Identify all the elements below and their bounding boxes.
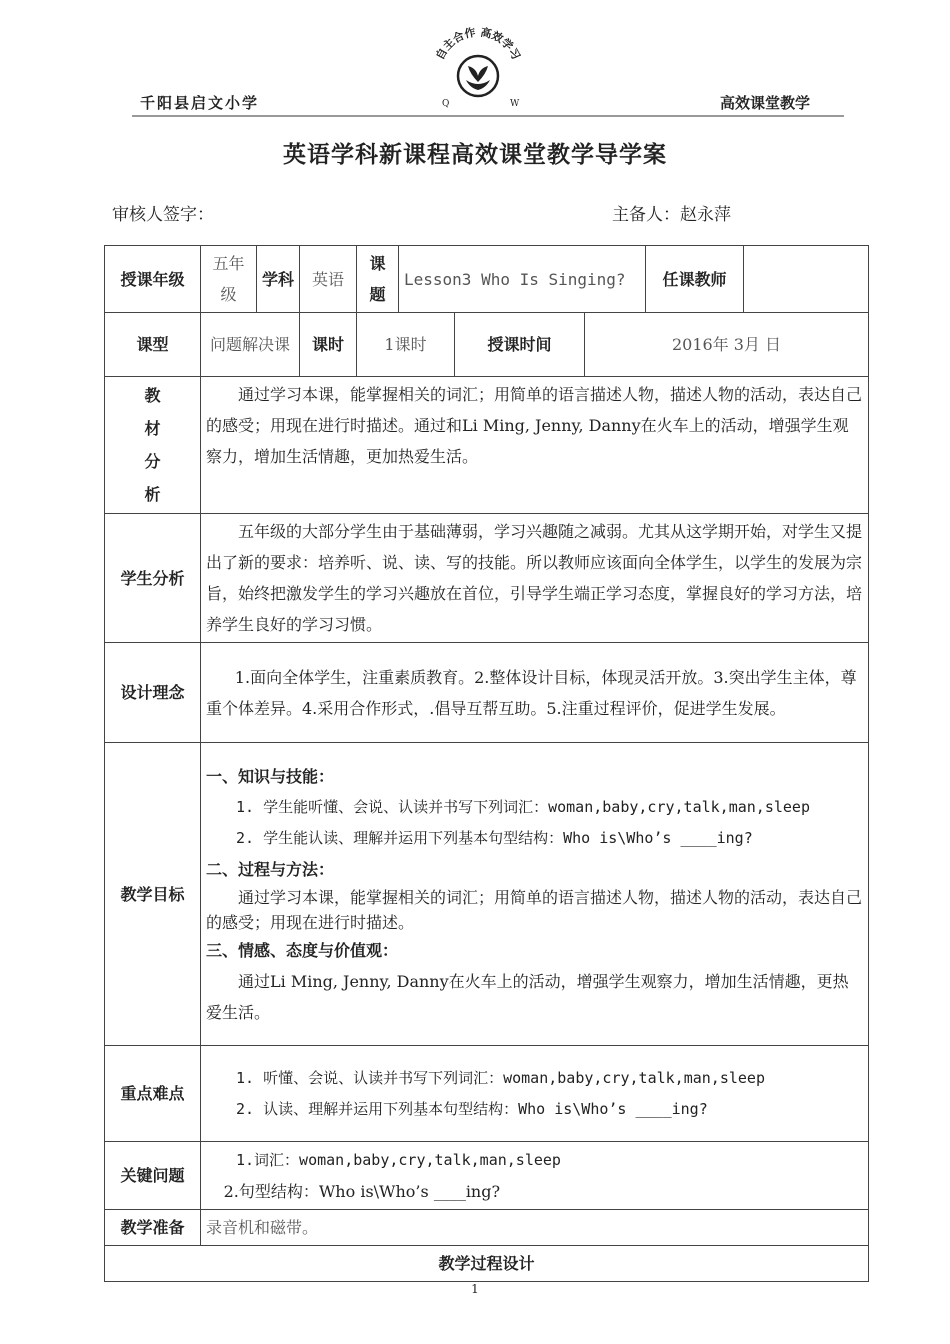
table-row xyxy=(105,643,869,743)
lesson-plan-table xyxy=(104,245,869,1282)
material-label: 教 材 分 析 xyxy=(105,377,201,514)
table-row xyxy=(105,1210,869,1246)
questions-label: 关键问题 xyxy=(105,1142,201,1210)
table-row xyxy=(105,1246,869,1282)
key-label: 重点难点 xyxy=(105,1046,201,1142)
logo-motto: 自主合作 高效学习 xyxy=(433,25,523,62)
teaching-prep: 录音机和磁带。 xyxy=(201,1210,869,1246)
time-value: 2016年 3月 日 xyxy=(585,313,869,377)
page-number: 1 xyxy=(471,1282,479,1296)
goals-item: 1. 学生能听懂、会说、认读并书写下列词汇：woman,baby,cry,talk,man,sleep xyxy=(236,797,810,816)
goals-label: 教学目标 xyxy=(105,743,201,1046)
key-questions: 1.词汇：woman,baby,cry,talk,man,sleep 2.句型结构：Who is\Who’s ____ing? xyxy=(201,1142,869,1210)
school-name: 千阳县启文小学 xyxy=(140,94,260,112)
topic-label: 课题 xyxy=(357,246,399,313)
teaching-goals xyxy=(201,743,869,1046)
goals-heading-2: 二、过程与方法： xyxy=(206,859,335,879)
reviewer-signature: 审核人签字： xyxy=(112,205,214,225)
hours-label: 课时 xyxy=(300,313,357,377)
student-label: 学生分析 xyxy=(105,514,201,643)
topic-value: Lesson3 Who Is Singing? xyxy=(399,246,646,313)
school-logo xyxy=(418,24,538,112)
table-row xyxy=(105,743,869,1046)
design-concept: 1.面向全体学生，注重素质教育。2.整体设计目标，体现灵活开放。3.突出学生主体，尊重个体差异。4.采用合作形式，.倡导互帮互助。5.注重过程评价，促进学生发展。 xyxy=(201,643,869,743)
subject-label: 学科 xyxy=(257,246,300,313)
process-heading: 教学过程设计 xyxy=(105,1246,869,1282)
hours-value: 1课时 xyxy=(357,313,455,377)
document-title: 英语学科新课程高效课堂教学导学案 xyxy=(283,141,667,168)
table-row xyxy=(105,1142,869,1210)
goals-text: 通过Li Ming, Jenny, Danny在火车上的活动，增强学生观察力，增加生活情趣，更热爱生活。 xyxy=(206,971,849,1022)
table-row xyxy=(105,313,869,377)
goals-text: 通过学习本课，能掌握相关的词汇；用简单的语言描述人物，描述人物的活动，表达自己的感受；用现在进行时描述。 xyxy=(206,887,863,932)
preparer-name: 主备人：赵永萍 xyxy=(612,205,731,225)
material-analysis: 通过学习本课，能掌握相关的词汇；用简单的语言描述人物，描述人物的活动，表达自己的感受；用现在进行时描述。通过和Li Ming, Jenny, Danny在火车上的活动，增强学生观察力，增加生活情趣，更加热爱生活。 xyxy=(201,377,869,514)
grade-value: 五年级 xyxy=(201,246,257,313)
table-row xyxy=(105,514,869,643)
logo-letter-w: W xyxy=(510,99,520,109)
concept-label: 设计理念 xyxy=(105,643,201,743)
logo-letter-q: Q xyxy=(442,99,450,109)
teacher-value xyxy=(744,246,869,313)
header-divider xyxy=(132,115,844,117)
header-tagline: 高效课堂教学 xyxy=(720,94,811,112)
type-label: 课型 xyxy=(105,313,201,377)
goals-heading-1: 一、知识与技能： xyxy=(206,766,335,786)
student-analysis: 五年级的大部分学生由于基础薄弱，学习兴趣随之减弱。尤其从这学期开始，对学生又提出了新的要求：培养听、说、读、写的技能。所以教师应该面向全体学生，以学生的发展为宗旨，始终把激发学生的学习兴趣放在首位，引导学生端正学习态度，掌握良好的学习方法，培养学生良好的学习习惯。 xyxy=(201,514,869,643)
table-row xyxy=(105,1046,869,1142)
subject-value: 英语 xyxy=(300,246,357,313)
goals-item: 2. 学生能认读、理解并运用下列基本句型结构：Who is\Who’s ____ing? xyxy=(236,828,753,847)
key-points: 1. 听懂、会说、认读并书写下列词汇：woman,baby,cry,talk,man,sleep 2. 认读、理解并运用下列基本句型结构：Who is\Who’s ____ing? xyxy=(201,1046,869,1142)
prep-label: 教学准备 xyxy=(105,1210,201,1246)
time-label: 授课时间 xyxy=(455,313,585,377)
table-row xyxy=(105,246,869,313)
teacher-label: 任课教师 xyxy=(646,246,744,313)
type-value: 问题解决课 xyxy=(201,313,300,377)
goals-heading-3: 三、情感、态度与价值观： xyxy=(206,940,399,960)
grade-label: 授课年级 xyxy=(105,246,201,313)
table-row xyxy=(105,377,869,514)
